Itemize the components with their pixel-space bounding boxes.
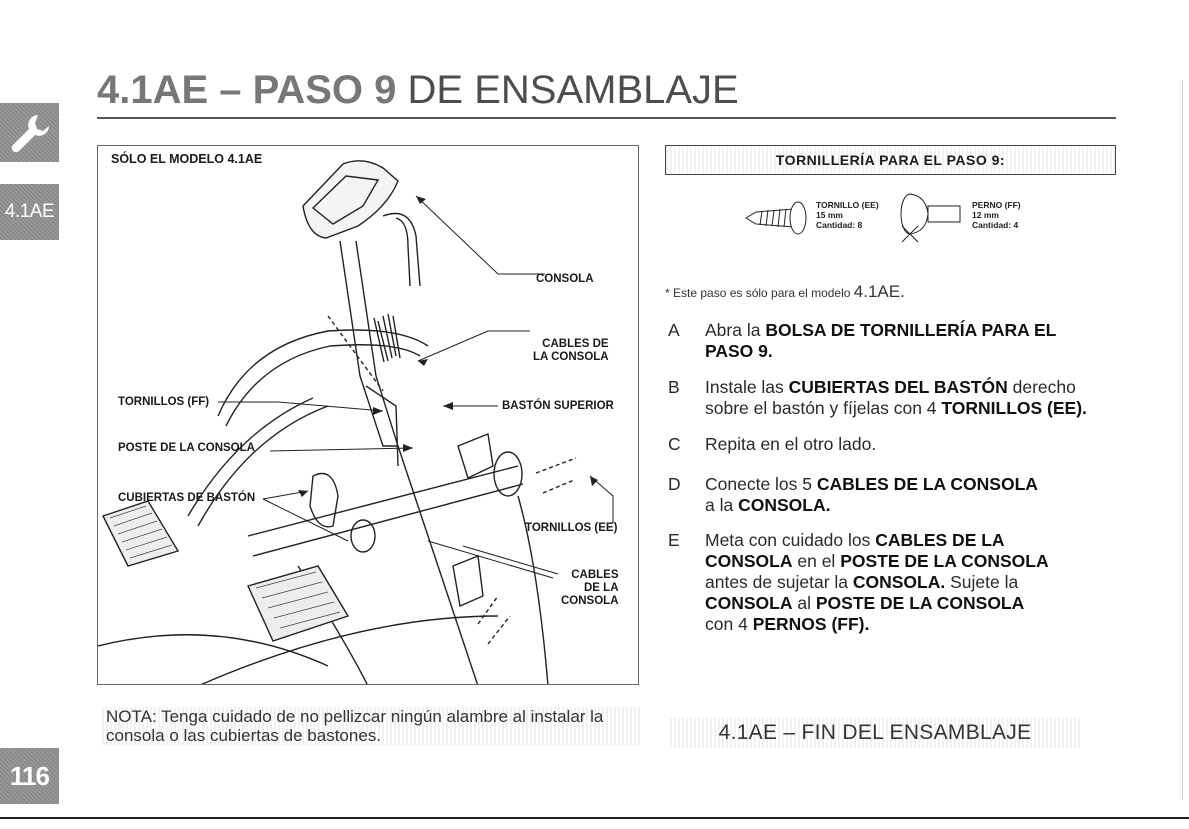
- step-emphasis: CABLES DE LA CONSOLA: [816, 474, 1038, 494]
- step-emphasis: TORNILLOS (EE).: [941, 398, 1087, 418]
- step-line: [705, 474, 1038, 495]
- step-plain: a la: [705, 495, 739, 515]
- assembly-illustration: [98, 146, 639, 685]
- step-text: [705, 474, 1038, 516]
- label-tornillos-ff: TORNILLOS (FF): [118, 396, 210, 408]
- step-emphasis: CONSOLA.: [738, 495, 831, 515]
- step-plain: Instale las: [705, 377, 789, 397]
- step-line: [705, 377, 1087, 398]
- label-cables-de-la-consola-2: [561, 569, 619, 608]
- step-plain: al: [792, 593, 816, 613]
- step-line: [705, 614, 1049, 635]
- page-title-bold: 4.1AE – PASO 9: [97, 68, 397, 112]
- step-line: [705, 434, 876, 455]
- step-line: [705, 572, 1049, 593]
- label-cables-line1: CABLES DE: [542, 338, 609, 350]
- step-plain: Meta con cuidado los: [705, 530, 876, 550]
- footnote-model: 4.1AE.: [853, 282, 905, 301]
- step-plain: derecho: [1007, 377, 1076, 397]
- step-emphasis: PERNOS (FF).: [752, 614, 870, 634]
- step-emphasis: CONSOLA: [705, 593, 793, 613]
- bolt-ff-name: PERNO (FF): [972, 200, 1021, 210]
- step-line: [705, 495, 1038, 516]
- step-emphasis: CABLES DE LA: [875, 530, 1005, 550]
- step-emphasis: PASO 9.: [705, 341, 773, 361]
- section-tab-wrench: [0, 103, 59, 162]
- step-letter: A: [668, 320, 680, 340]
- step-letter: D: [668, 474, 681, 494]
- step-plain: Sujete la: [945, 572, 1019, 592]
- title-divider: [97, 117, 1116, 119]
- page-edge-line: [1182, 80, 1183, 800]
- step-line: [705, 320, 1056, 341]
- step-line: [705, 530, 1049, 551]
- bolt-ff-size: 12 mm: [972, 210, 999, 220]
- step-plain: con 4: [705, 614, 753, 634]
- bolt-icon: [898, 192, 968, 248]
- screw-ee-qty: Cantidad: 8: [816, 220, 863, 230]
- screw-ee-label: [816, 200, 879, 230]
- step-emphasis: POSTE DE LA CONSOLA: [815, 593, 1025, 613]
- page-title-light: DE ENSAMBLAJE: [396, 68, 739, 112]
- step-emphasis: CONSOLA.: [852, 572, 946, 592]
- bolt-ff-label: [972, 200, 1021, 230]
- model-footnote: [665, 282, 905, 302]
- label-cubiertas-de-baston: CUBIERTAS DE BASTÓN: [118, 492, 256, 504]
- label-cables2-line3: CONSOLA: [561, 595, 619, 607]
- label-poste-de-la-consola: POSTE DE LA CONSOLA: [118, 442, 255, 454]
- step-line: [705, 551, 1049, 572]
- bolt-ff-qty: Cantidad: 4: [972, 220, 1019, 230]
- assembly-figure: [97, 145, 639, 685]
- screw-ee-size: 15 mm: [816, 210, 843, 220]
- step-letter: B: [668, 377, 680, 397]
- step-text: [705, 434, 876, 455]
- figure-title: SÓLO EL MODELO 4.1AE: [111, 152, 263, 166]
- step-plain: Repita en el otro lado.: [705, 434, 877, 454]
- step-plain: Conecte los 5: [705, 474, 817, 494]
- step-line: [705, 593, 1049, 614]
- step-text: [705, 377, 1087, 419]
- step-plain: antes de sujetar la: [705, 572, 853, 592]
- step-plain: Abra la: [705, 320, 766, 340]
- step-emphasis: POSTE DE LA CONSOLA: [840, 551, 1049, 571]
- label-cables-de-la-consola: [533, 338, 609, 364]
- step-plain: en el: [792, 551, 841, 571]
- note-text: NOTA: Tenga cuidado de no pellizcar ningún alambre al instalar la consola o las cubiertas de bastones.: [102, 707, 642, 745]
- footnote-text: * Este paso es sólo para el modelo: [665, 286, 854, 300]
- label-consola: CONSOLA: [536, 273, 594, 285]
- bottom-divider: [0, 817, 1189, 819]
- step-emphasis: CONSOLA: [705, 551, 793, 571]
- step-line: [705, 341, 1056, 362]
- label-cables2-line1: CABLES: [571, 569, 619, 581]
- model-tab: 4.1AE: [0, 184, 59, 240]
- label-tornillos-ee: TORNILLOS (EE): [525, 522, 618, 534]
- step-letter: E: [668, 530, 680, 550]
- page-title: [97, 66, 739, 114]
- hardware-header: TORNILLERÍA PARA EL PASO 9:: [665, 145, 1116, 175]
- screw-ee-name: TORNILLO (EE): [816, 200, 879, 210]
- end-of-assembly-banner: 4.1AE – FIN DEL ENSAMBLAJE: [670, 718, 1080, 748]
- label-cables-line2: LA CONSOLA: [533, 351, 609, 363]
- step-line: [705, 398, 1087, 419]
- page-number: 116: [0, 748, 59, 804]
- step-plain: sobre el bastón y fíjelas con 4: [705, 398, 942, 418]
- step-letter: C: [668, 434, 681, 454]
- step-text: [705, 320, 1056, 362]
- step-emphasis: CUBIERTAS DEL BASTÓN: [788, 377, 1008, 397]
- label-baston-superior: BASTÓN SUPERIOR: [502, 400, 614, 412]
- label-cables2-line2: DE LA: [584, 582, 619, 594]
- wrench-icon: [8, 111, 52, 155]
- step-emphasis: BOLSA DE TORNILLERÍA PARA EL: [765, 320, 1057, 340]
- step-text: [705, 530, 1049, 635]
- screw-icon: [742, 196, 812, 240]
